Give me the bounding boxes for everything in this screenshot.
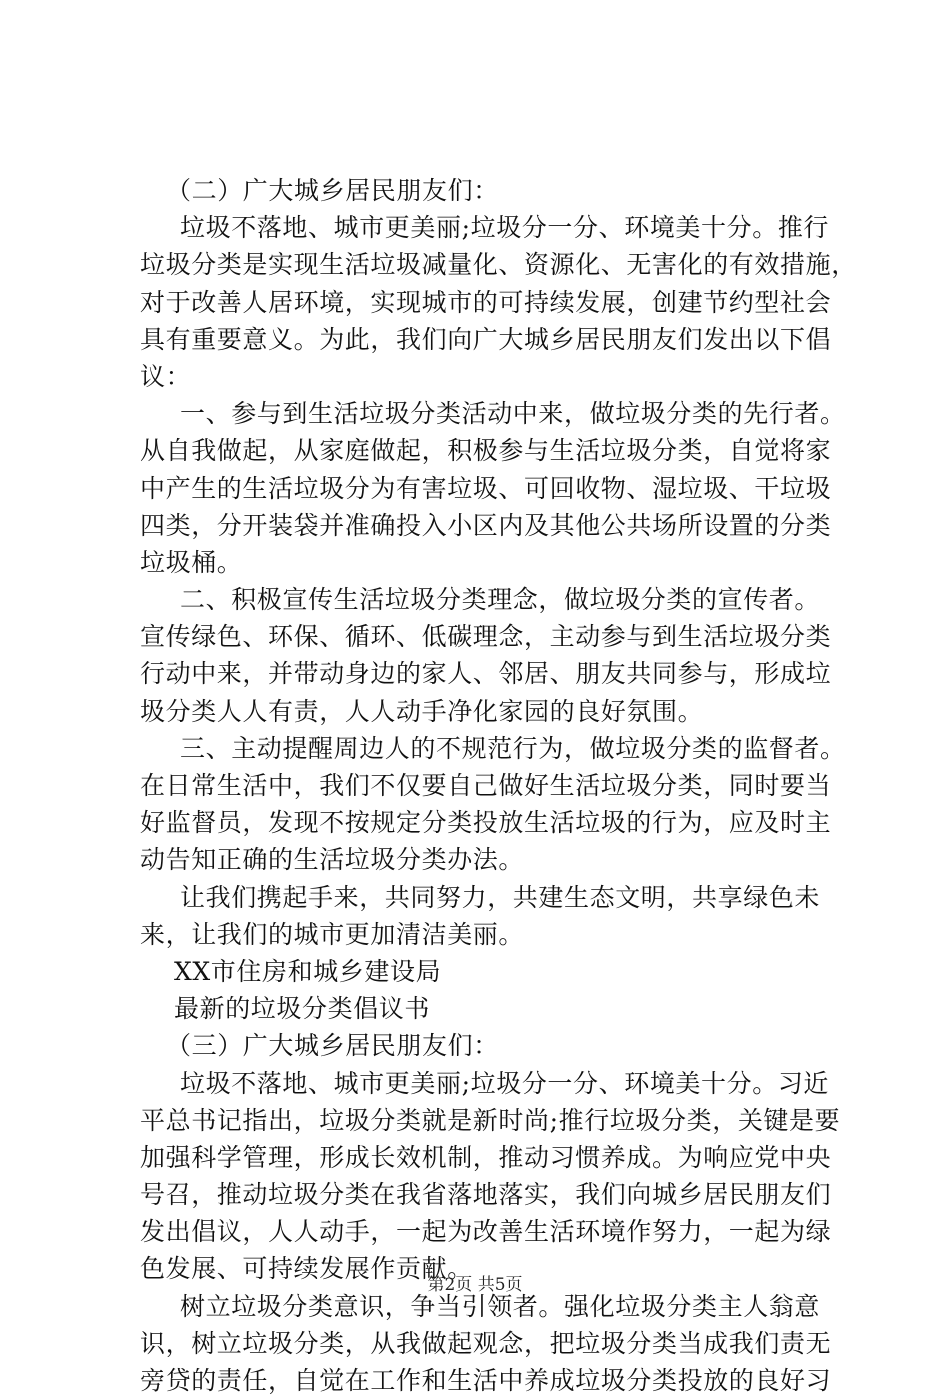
paragraph-line: 从自我做起，从家庭做起，积极参与生活垃圾分类，自觉将家: [140, 436, 832, 466]
paragraph-line: 圾分类人人有责，人人动手净化家园的良好氛围。: [140, 696, 704, 726]
paragraph-line: 对于改善人居环境，实现城市的可持续发展，创建节约型社会: [140, 287, 832, 317]
paragraph-line: 发出倡议，人人动手，一起为改善生活环境作努力，一起为绿: [140, 1217, 832, 1247]
paragraph-line: 来，让我们的城市更加清洁美丽。: [140, 919, 525, 949]
paragraph-line: 加强科学管理，形成长效机制，推动习惯养成。为响应党中央: [140, 1142, 832, 1172]
paragraph-line: 一、参与到生活垃圾分类活动中来，做垃圾分类的先行者。: [180, 399, 846, 429]
paragraph-line: 宣传绿色、环保、循环、低碳理念，主动参与到生活垃圾分类: [140, 622, 832, 652]
document-title-line: 最新的垃圾分类倡议书: [174, 994, 431, 1024]
paragraph-line: 三、主动提醒周边人的不规范行为，做垃圾分类的监督者。: [180, 733, 846, 763]
paragraph-line: 行动中来，并带动身边的家人、邻居、朋友共同参与，形成垃: [140, 659, 832, 689]
paragraph-line: 旁贷的责任，自觉在工作和生活中养成垃圾分类投放的良好习: [140, 1366, 832, 1395]
paragraph-line: 具有重要意义。为此，我们向广大城乡居民朋友们发出以下倡: [140, 324, 832, 354]
signature-line: XX市住房和城乡建设局: [174, 956, 442, 986]
page-number-footer: 第2页 共5页: [427, 1275, 523, 1295]
paragraph-line: 树立垃圾分类意识，争当引领者。强化垃圾分类主人翁意: [180, 1291, 821, 1321]
paragraph-line: 四类，分开装袋并准确投入小区内及其他公共场所设置的分类: [140, 510, 832, 540]
paragraph-line: 垃圾桶。: [140, 547, 243, 577]
section-heading-2: （二）广大城乡居民朋友们：: [166, 176, 499, 205]
paragraph-line: 在日常生活中，我们不仅要自己做好生活垃圾分类，同时要当: [140, 771, 832, 800]
paragraph-line: 垃圾不落地、城市更美丽;垃圾分一分、环境美十分。习近: [180, 1068, 830, 1098]
section-heading-3: （三）广大城乡居民朋友们：: [166, 1031, 499, 1061]
paragraph-line: 好监督员，发现不按规定分类投放生活垃圾的行为，应及时主: [140, 808, 832, 838]
paragraph-line: 色发展、可持续发展作贡献。: [140, 1254, 473, 1284]
paragraph-line: 垃圾不落地、城市更美丽;垃圾分一分、环境美十分。推行: [180, 213, 830, 243]
paragraph-line: 议：: [140, 361, 192, 391]
document-body: [140, 172, 857, 1399]
paragraph-line: 让我们携起手来，共同努力，共建生态文明，共享绿色未: [180, 882, 821, 912]
paragraph-line: 动告知正确的生活垃圾分类办法。: [140, 845, 525, 875]
paragraph-line: 识，树立垃圾分类，从我做起观念，把垃圾分类当成我们责无: [140, 1328, 832, 1358]
paragraph-line: 中产生的生活垃圾分为有害垃圾、可回收物、湿垃圾、干垃圾: [140, 473, 832, 503]
paragraph-line: 二、积极宣传生活垃圾分类理念，做垃圾分类的宣传者。: [180, 585, 821, 615]
paragraph-line: 号召，推动垃圾分类在我省落地落实，我们向城乡居民朋友们: [140, 1180, 832, 1210]
paragraph-line: 平总书记指出，垃圾分类就是新时尚;推行垃圾分类，关键是要: [140, 1105, 841, 1135]
paragraph-line: 垃圾分类是实现生活垃圾减量化、资源化、无害化的有效措施，: [140, 250, 857, 280]
